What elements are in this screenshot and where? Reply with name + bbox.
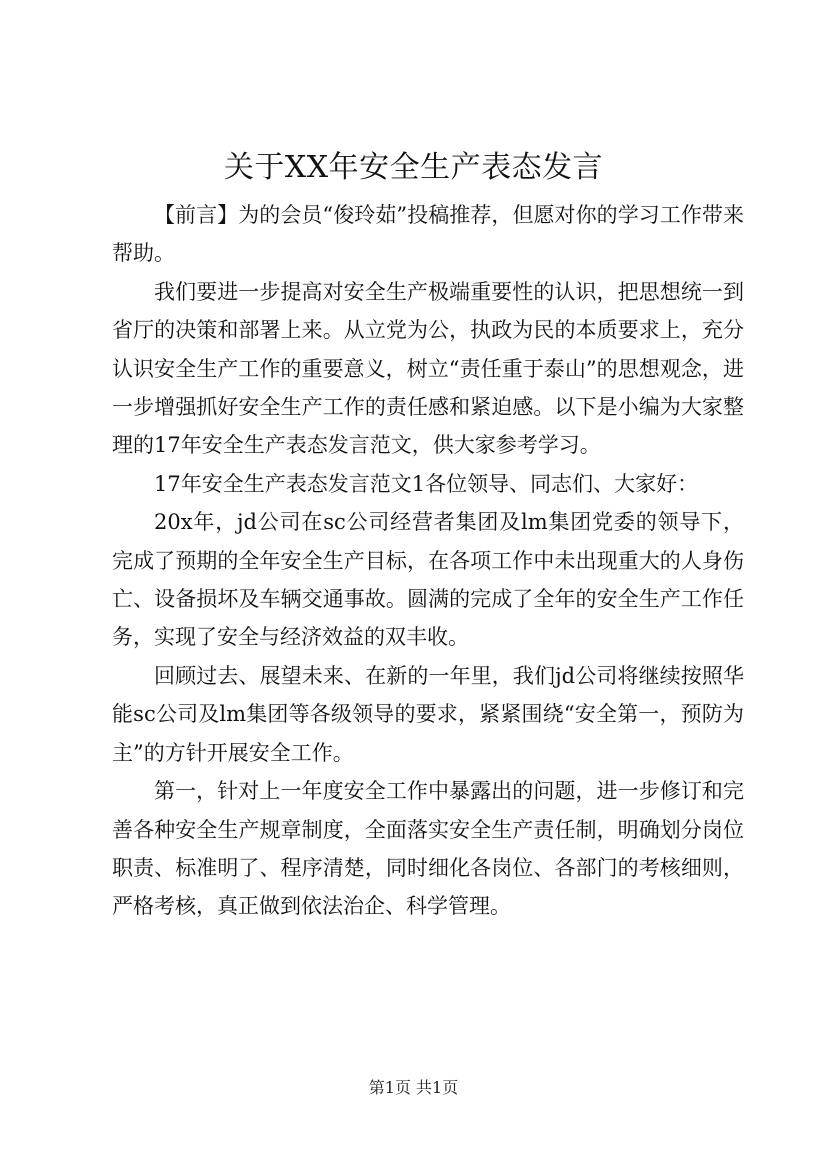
document-body bbox=[112, 196, 744, 926]
paragraph-preface: 【前言】为的会员“俊玲茹”投稿推荐，但愿对你的学习工作带来帮助。 bbox=[112, 203, 744, 266]
paragraph-greeting: 17年安全生产表态发言范文1各位领导、同志们、大家好： bbox=[154, 471, 699, 496]
document-title: 关于XX年安全生产表态发言 bbox=[223, 150, 604, 185]
paragraph-outlook: 回顾过去、展望未来、在新的一年里，我们jd公司将继续按照华能sc公司及lm集团等各级领导的要求，紧紧围绕“安全第一，预防为主”的方针开展安全工作。 bbox=[112, 663, 744, 765]
page-number-footer: 第1页 共1页 bbox=[368, 1078, 459, 1097]
paragraph-introduction: 我们要进一步提高对安全生产极端重要性的认识，把思想统一到省厅的决策和部署上来。从立党为公，执政为民的本质要求上，充分认识安全生产工作的重要意义，树立“责任重于泰山”的思想观念，进一步增强抓好安全生产工作的责任感和紧迫感。以下是小编为大家整理的17年安全生产表态发言范文，供大家参考学习。 bbox=[112, 279, 744, 458]
paragraph-annual-summary: 20x年，jd公司在sc公司经营者集团及lm集团党委的领导下，完成了预期的全年安全生产目标，在各项工作中未出现重大的人身伤亡、设备损坏及车辆交通事故。圆满的完成了全年的安全生产工作任务，实现了安全与经济效益的双丰收。 bbox=[112, 510, 744, 650]
paragraph-first-measure: 第一，针对上一年度安全工作中暴露出的问题，进一步修订和完善各种安全生产规章制度，全面落实安全生产责任制，明确划分岗位职责、标准明了、程序清楚，同时细化各岗位、各部门的考核细则，严格考核，真正做到依法治企、科学管理。 bbox=[112, 779, 744, 919]
